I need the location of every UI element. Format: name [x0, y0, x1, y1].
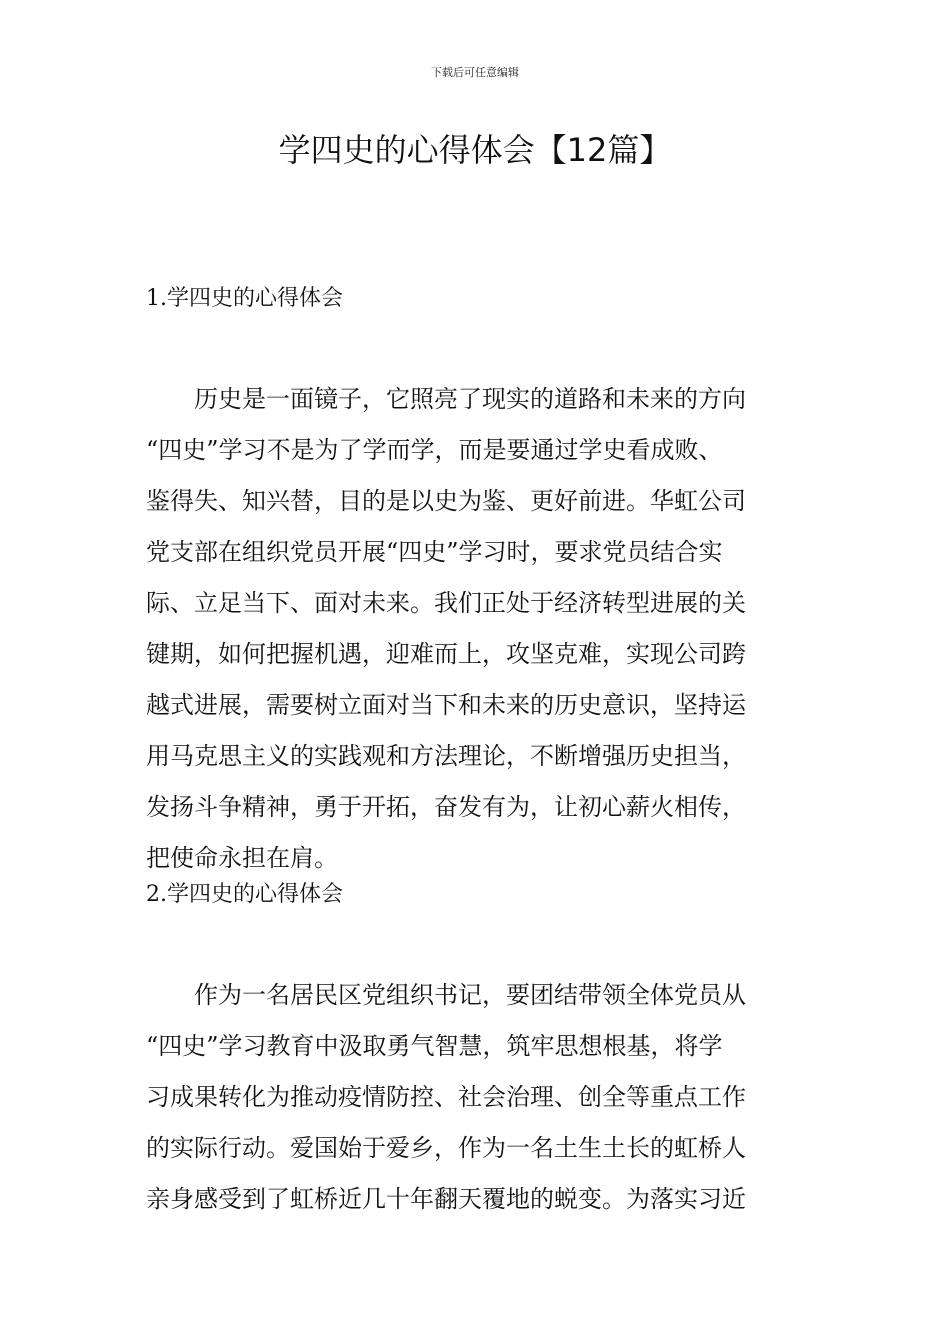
- paragraph-line: “四史”学习不是为了学而学，而是要通过学史看成败、: [146, 436, 723, 464]
- paragraph-line: “四史”学习教育中汲取勇气智慧，筑牢思想根基，将学: [146, 1032, 723, 1060]
- paragraph-line: 作为一名居民区党组织书记，要团结带领全体党员从: [194, 981, 746, 1009]
- header-note: 下载后可任意编辑: [431, 66, 519, 79]
- paragraph-line: 习成果转化为推动疫情防控、社会治理、创全等重点工作: [146, 1083, 746, 1111]
- section-heading-1: 1.学四史的心得体会: [146, 286, 343, 311]
- paragraph-line: 键期，如何把握机遇，迎难而上，攻坚克难，实现公司跨: [146, 640, 746, 668]
- section-1-paragraph: [146, 374, 806, 884]
- section-heading-2: 2.学四史的心得体会: [146, 882, 343, 907]
- paragraph-line: 历史是一面镜子，它照亮了现实的道路和未来的方向: [194, 385, 746, 413]
- paragraph-line: 亲身感受到了虹桥近几十年翻天覆地的蜕变。为落实习近: [146, 1185, 746, 1213]
- document-title: 学四史的心得体会【12篇】: [278, 131, 672, 169]
- paragraph-line: 党支部在组织党员开展“四史”学习时，要求党员结合实: [146, 538, 723, 566]
- paragraph-line: 把使命永担在肩。: [146, 844, 338, 872]
- paragraph-line: 际、立足当下、面对未来。我们正处于经济转型进展的关: [146, 589, 746, 617]
- paragraph-line: 用马克思主义的实践观和方法理论，不断增强历史担当，: [146, 742, 746, 770]
- paragraph-line: 发扬斗争精神，勇于开拓，奋发有为，让初心薪火相传，: [146, 793, 746, 821]
- paragraph-line: 鉴得失、知兴替，目的是以史为鉴、更好前进。华虹公司: [146, 487, 746, 515]
- paragraph-line: 的实际行动。爱国始于爱乡，作为一名土生土长的虹桥人: [146, 1134, 746, 1162]
- paragraph-line: 越式进展，需要树立面对当下和未来的历史意识，坚持运: [146, 691, 746, 719]
- section-2-paragraph: [146, 970, 806, 1225]
